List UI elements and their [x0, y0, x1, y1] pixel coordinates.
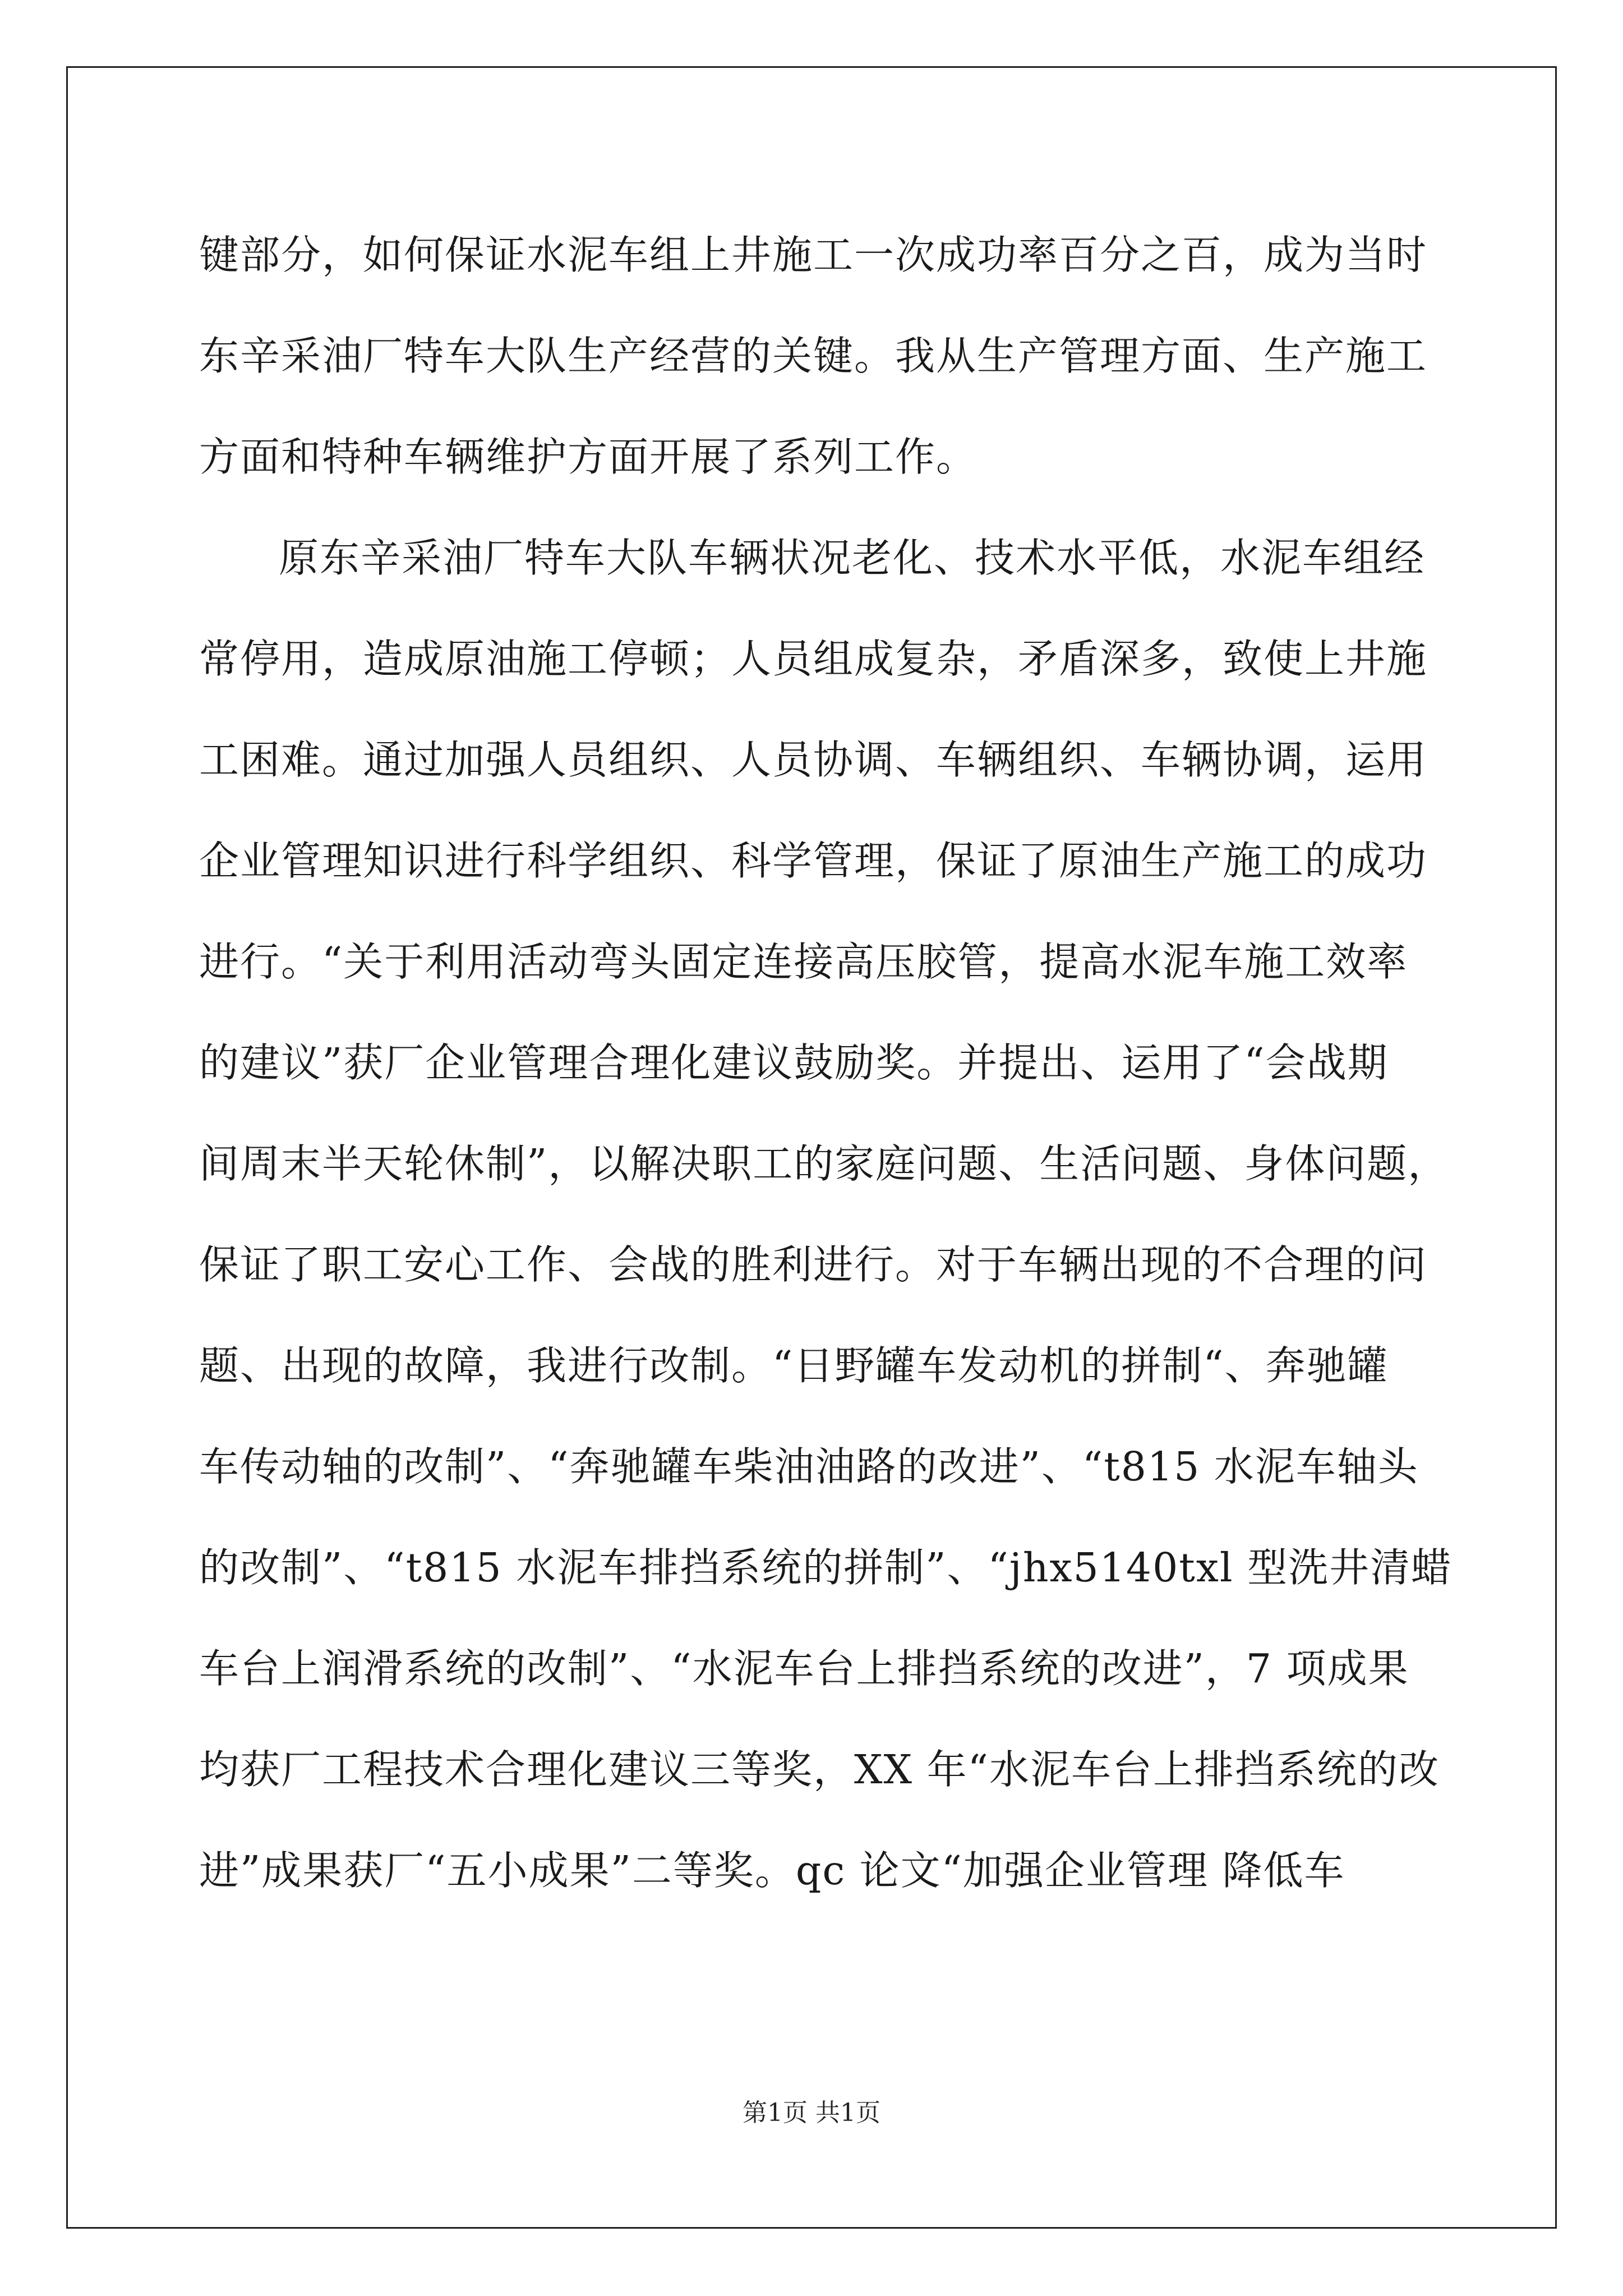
text-line: 键部分，如何保证水泥车组上井施工一次成功率百分之百，成为当时 [199, 232, 1428, 278]
text-line: 企业管理知识进行科学组织、科学管理，保证了原油生产施工的成功 [199, 838, 1428, 884]
text-line: 的建议”获厂企业管理合理化建议鼓励奖。并提出、运用了“会战期 [199, 1039, 1389, 1086]
text-line: 东辛采油厂特车大队生产经营的关键。我从生产管理方面、生产施工 [199, 333, 1428, 379]
document-body [199, 205, 1453, 1921]
text-line: 间周末半天轮休制”，以解决职工的家庭问题、生活问题、身体问题， [199, 1140, 1449, 1187]
text-line: 原东辛采油厂特车大队车辆状况老化、技术水平低，水泥车组经 [279, 535, 1426, 581]
text-line: 车传动轴的改制”、“奔驰罐车柴油油路的改进”、“t815 水泥车轴头 [199, 1443, 1419, 1490]
text-line: 进”成果获厂“五小成果”二等奖。qc 论文“加强企业管理 降低车 [199, 1847, 1345, 1894]
text-line: 方面和特种车辆维护方面开展了系列工作。 [199, 434, 978, 480]
text-line: 工困难。通过加强人员组织、人员协调、车辆组织、车辆协调，运用 [199, 737, 1428, 783]
text-line: 的改制”、“t815 水泥车排挡系统的拼制”、“jhx5140txl 型洗井清蜡 [199, 1544, 1453, 1591]
text-line: 均获厂工程技术合理化建议三等奖，XX 年“水泥车台上排挡系统的改 [199, 1746, 1440, 1793]
text-line: 常停用，造成原油施工停顿；人员组成复杂，矛盾深多，致使上井施 [199, 636, 1428, 682]
text-line: 保证了职工安心工作、会战的胜利进行。对于车辆出现的不合理的问 [199, 1241, 1428, 1288]
text-line: 车台上润滑系统的改制”、“水泥车台上排挡系统的改进”，7 项成果 [199, 1645, 1409, 1692]
page-number: 第1页 共1页 [743, 2099, 880, 2127]
text-line: 题、出现的故障，我进行改制。“日野罐车发动机的拼制“、奔驰罐 [199, 1342, 1389, 1389]
text-line: 进行。“关于利用活动弯头固定连接高压胶管，提高水泥车施工效率 [199, 938, 1408, 985]
